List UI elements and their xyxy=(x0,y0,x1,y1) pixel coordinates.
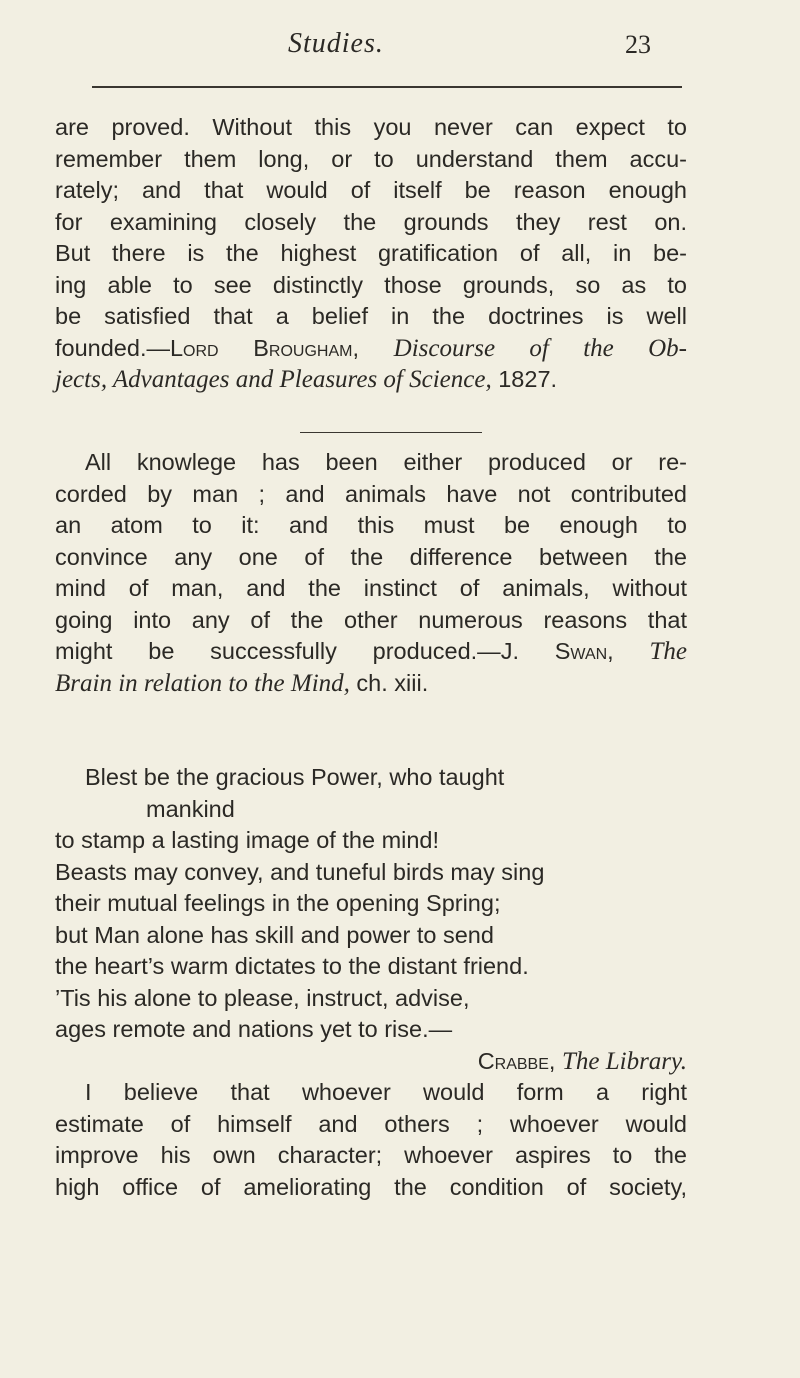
text-line: I believe that whoever would form a right xyxy=(85,1079,687,1105)
text-line: All knowlege has been either produced or re- xyxy=(85,449,687,475)
running-title: Studies. xyxy=(288,28,384,59)
verse-line: Beasts may convey, and tuneful birds may sing xyxy=(55,858,545,885)
text-fragment: founded.— xyxy=(55,334,170,361)
text-line: be satisfied that a belief in the doctrines is well xyxy=(55,303,687,329)
verse-line: their mutual feelings in the opening Spring; xyxy=(55,890,501,916)
work-title: The xyxy=(649,638,687,665)
attribution-line xyxy=(55,636,687,668)
publication-year: 1827. xyxy=(498,366,558,392)
text-line: But there is the highest gratification of all, in be- xyxy=(55,240,687,266)
work-title: Discourse of the Ob- xyxy=(393,334,688,362)
header-rule xyxy=(92,86,682,88)
verse-line: ages remote and nations yet to rise.— xyxy=(55,1016,453,1042)
text-line: ing able to see distinctly those grounds, so as to xyxy=(55,271,687,298)
author-name: Crabbe, xyxy=(477,1047,556,1074)
chapter-reference: ch. xiii. xyxy=(356,669,429,696)
author-name: J. Swan, xyxy=(500,638,614,664)
closing-paragraph xyxy=(55,1077,687,1203)
attribution-line xyxy=(55,668,687,700)
text-line: mind of man, and the instinct of animals, without xyxy=(55,575,687,601)
verse-line: the heart’s warm dictates to the distant friend. xyxy=(55,953,529,979)
text-line: an atom to it: and this must be enough to xyxy=(55,512,687,538)
text-fragment: might be successfully produced.— xyxy=(55,638,501,664)
text-line: going into any of the other numerous reasons that xyxy=(55,606,687,633)
verse-line: mankind xyxy=(146,795,235,822)
verse-line: ’Tis his alone to please, instruct, advise, xyxy=(55,984,470,1011)
quotation-brougham xyxy=(55,112,687,396)
attribution-line xyxy=(55,333,687,365)
verse-line: but Man alone has skill and power to send xyxy=(55,921,494,948)
text-line: for examining closely the grounds they rest on. xyxy=(55,208,687,235)
text-line: estimate of himself and others ; whoever would xyxy=(55,1110,687,1137)
quotation-crabbe xyxy=(55,762,687,1077)
text-line: improve his own character; whoever aspires to the xyxy=(55,1142,687,1168)
work-title: The Library. xyxy=(561,1047,687,1075)
section-divider xyxy=(300,432,482,433)
page-header xyxy=(0,28,800,68)
attribution-line xyxy=(55,1046,687,1078)
verse-line: to stamp a lasting image of the mind! xyxy=(55,827,440,853)
text-line: rately; and that would of itself be reason enough xyxy=(55,177,687,203)
work-title-continued: Brain in relation to the Mind, xyxy=(55,669,350,697)
quotation-swan xyxy=(55,447,687,699)
text-line: high office of ameliorating the condition of society, xyxy=(55,1173,687,1200)
verse-line: Blest be the gracious Power, who taught xyxy=(85,764,505,790)
text-line: convince any one of the difference between the xyxy=(55,543,687,570)
attribution-line xyxy=(55,364,687,396)
text-line: remember them long, or to understand them accu- xyxy=(55,145,687,172)
text-line: are proved. Without this you never can expect to xyxy=(55,114,687,140)
text-line: corded by man ; and animals have not contributed xyxy=(55,480,687,507)
work-title-continued: jects, Advantages and Pleasures of Science, xyxy=(55,366,492,393)
author-name: Lord Brougham, xyxy=(169,334,360,361)
page-number: 23 xyxy=(625,30,651,59)
